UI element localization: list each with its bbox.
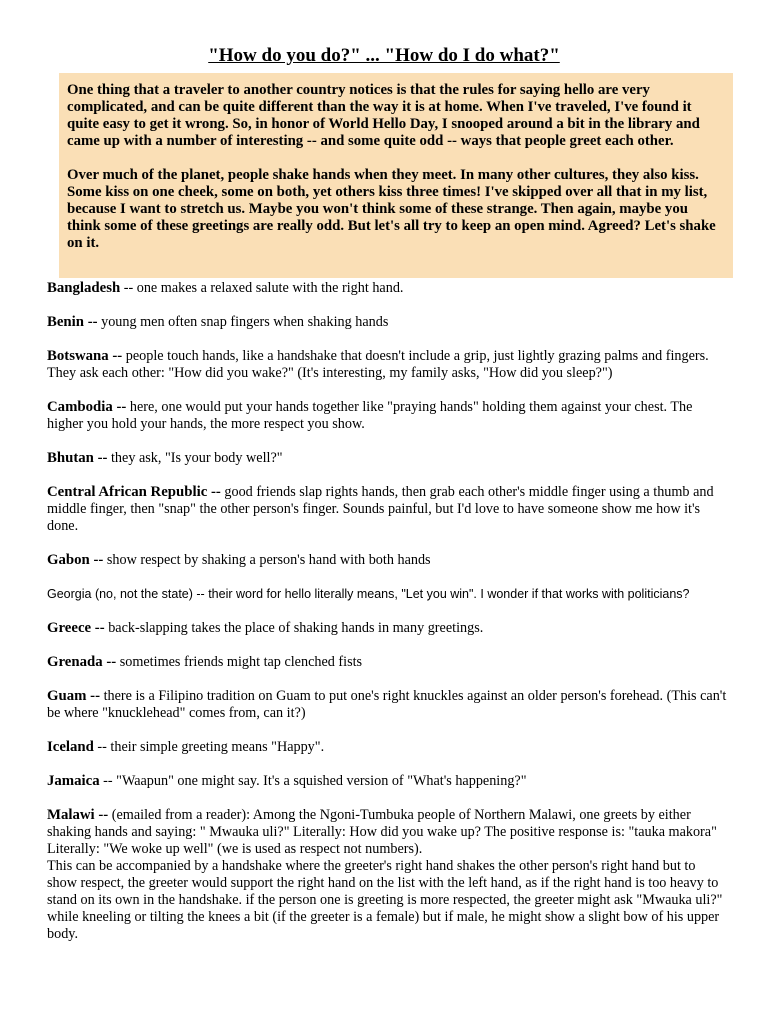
country-description: -- one makes a relaxed salute with the right hand. — [120, 280, 404, 296]
country-name: Jamaica — [47, 773, 100, 789]
country-description: people touch hands, like a handshake that doesn't include a grip, just lightly grazing palms and fingers. They ask each other: "How did you wake?" (It's interesting, my family asks, "How did you sleep?") — [47, 348, 709, 381]
country-description: sometimes friends might tap clenched fists — [116, 654, 363, 670]
country-name: Gabon -- — [47, 552, 104, 568]
country-description: here, one would put your hands together like "praying hands" holding them against your chest. The higher you hold your hands, the more respect you show. — [47, 399, 693, 432]
country-name: Grenada -- — [47, 654, 117, 670]
country-description: they ask, "Is your body well?" — [107, 450, 283, 466]
country-description: -- their simple greeting means "Happy". — [93, 739, 325, 755]
country-description: back-slapping takes the place of shaking hands in many greetings. — [104, 620, 484, 636]
country-name: Botswana -- — [47, 348, 123, 364]
country-name: Cambodia -- — [47, 399, 127, 415]
country-description-extra: This can be accompanied by a handshake where the greeter's right hand shakes the other person's right hand but to show respect, the greeter would support the right hand on the list with the left hand, as if the right hand is too heavy to stand on its own in the handshake. if the person one is greeting is more respected, the greeter might ask "Mwauka uli?" while kneeling or tilting the knees a bit (if the greeter is a female) but if male, he might show a slight bow of his upper body. — [47, 858, 723, 942]
country-description: -- their word for hello literally means, "Let you win". I wonder if that works with politicians? — [192, 587, 690, 601]
greetings-list — [47, 280, 727, 960]
country-description: -- "Waapun" one might say. It's a squished version of "What's happening?" — [99, 773, 527, 789]
country-name: Bhutan -- — [47, 450, 108, 466]
country-name: Guam -- — [47, 688, 101, 704]
list-item — [47, 348, 727, 382]
list-item — [47, 773, 727, 790]
list-item — [47, 314, 727, 331]
country-name: Central African Republic -- — [47, 484, 221, 500]
page-title: "How do you do?" ... "How do I do what?" — [208, 45, 560, 66]
list-item — [47, 450, 727, 467]
country-description: young men often snap fingers when shaking hands — [97, 314, 389, 330]
country-name: Benin -- — [47, 314, 98, 330]
list-item — [47, 739, 727, 756]
country-name: Georgia (no, not the state) — [47, 587, 193, 601]
country-name: Greece -- — [47, 620, 105, 636]
list-item — [47, 586, 727, 603]
list-item — [47, 280, 727, 297]
list-item — [47, 484, 727, 535]
country-description: good friends slap rights hands, then grab each other's middle finger using a thumb and middle finger, then "snap" the other person's finger. Sounds painful, but I'd love to have someone show me how it's done. — [47, 484, 714, 534]
country-name: Bangladesh — [47, 280, 121, 296]
country-description: (emailed from a reader): Among the Ngoni-Tumbuka people of Northern Malawi, one greets by either shaking hands and saying: " Mwauka uli?" Literally: How did you wake up? The positive response is: "tauka makora" Literally: "We woke up well" (we is used as respect not numbers). — [47, 807, 717, 857]
intro-paragraph: One thing that a traveler to another country notices is that the rules for saying hello are very complicated, and can be quite different than the way it is at home. When I've traveled, I've found it quite easy to get it wrong. So, in honor of World Hello Day, I snooped around a bit in the library and came up with a number of interesting -- and some quite odd -- ways that people greet each other. — [67, 82, 700, 149]
list-item — [47, 688, 727, 722]
list-item — [47, 552, 727, 569]
country-name: Iceland — [47, 739, 94, 755]
list-item — [47, 620, 727, 637]
list-item — [47, 654, 727, 671]
intro-paragraph: Over much of the planet, people shake hands when they meet. In many other cultures, they also kiss. Some kiss on one cheek, some on both, yet others kiss three times! I've skipped over all that in my list, because I want to stretch us. Maybe you won't think some of these strange. Then again, maybe you think some of these greetings are really odd. But let's all try to keep an open mind. Agreed? Let's shake on it. — [67, 167, 716, 251]
country-description: show respect by shaking a person's hand with both hands — [103, 552, 431, 568]
intro-box — [59, 73, 733, 278]
list-item — [47, 807, 727, 943]
country-description: there is a Filipino tradition on Guam to put one's right knuckles against an older person's forehead. (This can't be where "knucklehead" comes from, can it?) — [47, 688, 727, 721]
list-item — [47, 399, 727, 433]
country-name: Malawi -- — [47, 807, 109, 823]
